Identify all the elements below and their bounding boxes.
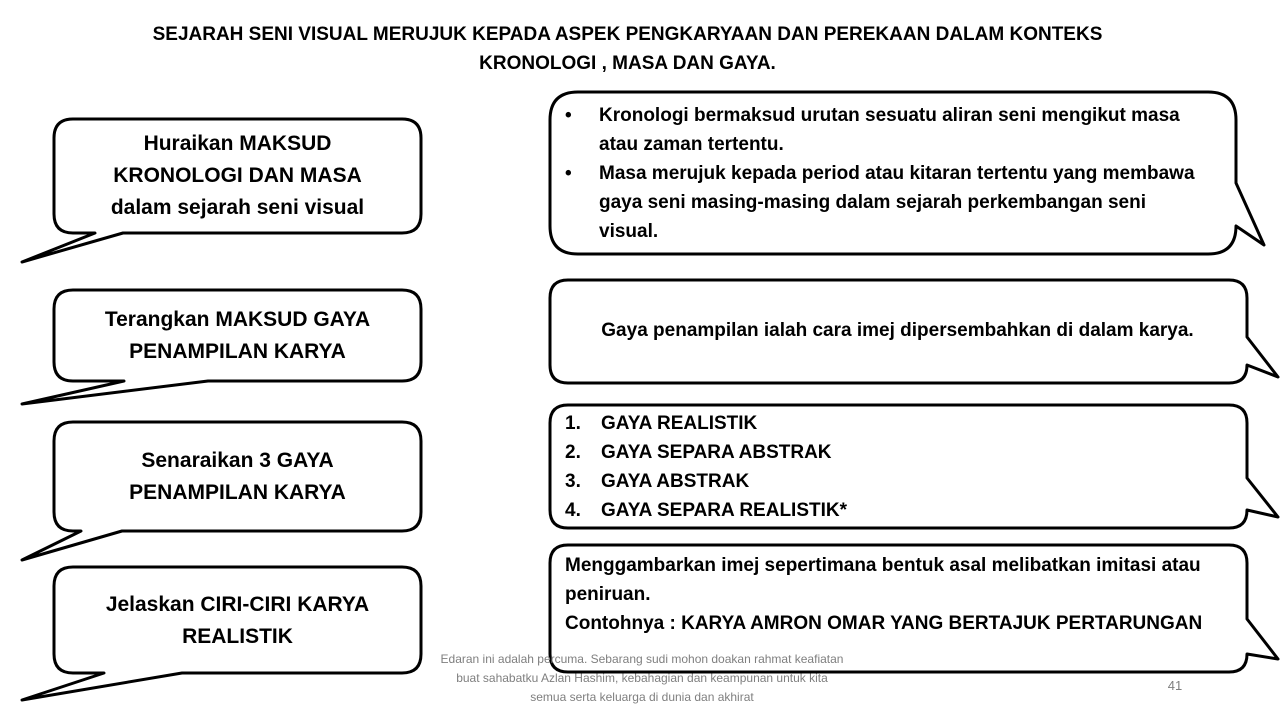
question-2-text — [66, 304, 409, 368]
bullet-icon: • — [565, 163, 572, 184]
answer-1-text — [565, 101, 1205, 246]
bullet-item-text: Kronologi bermaksud urutan sesuatu aliran seni mengikut masa atau zaman tertentu. — [599, 105, 1180, 155]
list-item-number: 1. — [565, 413, 581, 434]
question-4-text — [66, 589, 409, 653]
question-1-text — [66, 128, 409, 224]
list-item-number: 3. — [565, 471, 581, 492]
answer-4-example: Contohnya : KARYA AMRON OMAR YANG BERTAJUK PERTARUNGAN — [565, 613, 1203, 634]
bullet-item-text: Masa merujuk kepada period atau kitaran tertentu yang membawa gaya seni masing-masing dalam sejarah perkembangan seni visual. — [599, 163, 1195, 242]
list-item-text: GAYA ABSTRAK — [601, 471, 750, 492]
bullet-icon: • — [565, 105, 572, 126]
page-number: 41 — [1167, 678, 1183, 693]
footer-note: Edaran ini adalah percuma. Sebarang sudi mohon doakan rahmat keafiatan buat sahabatku Azlan Hashim, kebahagian dan keampunan untuk kita semua serta keluarga di dunia dan akhirat — [440, 652, 844, 704]
list-item-text: GAYA REALISTIK — [601, 413, 758, 434]
question-4-line-2: REALISTIK — [182, 625, 293, 648]
answer-4-description: Menggambarkan imej sepertimana bentuk asal melibatkan imitasi atau peniruan. — [565, 555, 1201, 605]
slide-title-line-2: KRONOLOGI , MASA DAN GAYA. — [479, 53, 776, 74]
list-item — [565, 438, 1205, 467]
question-3-text — [66, 445, 409, 509]
list-item — [565, 467, 1205, 496]
list-item-number: 2. — [565, 442, 581, 463]
question-1-line-2: KRONOLOGI DAN MASA — [113, 164, 362, 187]
question-4-line-1: Jelaskan CIRI-CIRI KARYA — [105, 593, 370, 616]
answer-4-text — [565, 551, 1235, 638]
bullet-item — [565, 101, 1205, 159]
question-1-line-1: Huraikan MAKSUD — [143, 132, 332, 155]
answer-3-numbered-list — [565, 409, 1205, 525]
answer-1-bullet-list — [565, 101, 1205, 246]
question-2-line-1: Terangkan MAKSUD GAYA — [104, 308, 371, 331]
bullet-item — [565, 159, 1205, 246]
list-item-text: GAYA SEPARA REALISTIK* — [601, 500, 847, 521]
question-2-line-2: PENAMPILAN KARYA — [129, 340, 346, 363]
answer-2-sentence: Gaya penampilan ialah cara imej dipersembahkan di dalam karya. — [601, 319, 1194, 341]
list-item-number: 4. — [565, 500, 581, 521]
answer-2-text — [550, 312, 1245, 348]
question-3-line-1: Senaraikan 3 GAYA — [141, 449, 334, 472]
answer-3-text — [565, 409, 1205, 525]
slide-title-line-1: SEJARAH SENI VISUAL MERUJUK KEPADA ASPEK PENGKARYAAN DAN PEREKAAN DALAM KONTEKS — [152, 24, 1103, 45]
list-item-text: GAYA SEPARA ABSTRAK — [601, 442, 832, 463]
list-item — [565, 409, 1205, 438]
question-3-line-2: PENAMPILAN KARYA — [129, 481, 346, 504]
list-item — [565, 496, 1205, 525]
question-1-line-3: dalam sejarah seni visual — [110, 196, 365, 219]
